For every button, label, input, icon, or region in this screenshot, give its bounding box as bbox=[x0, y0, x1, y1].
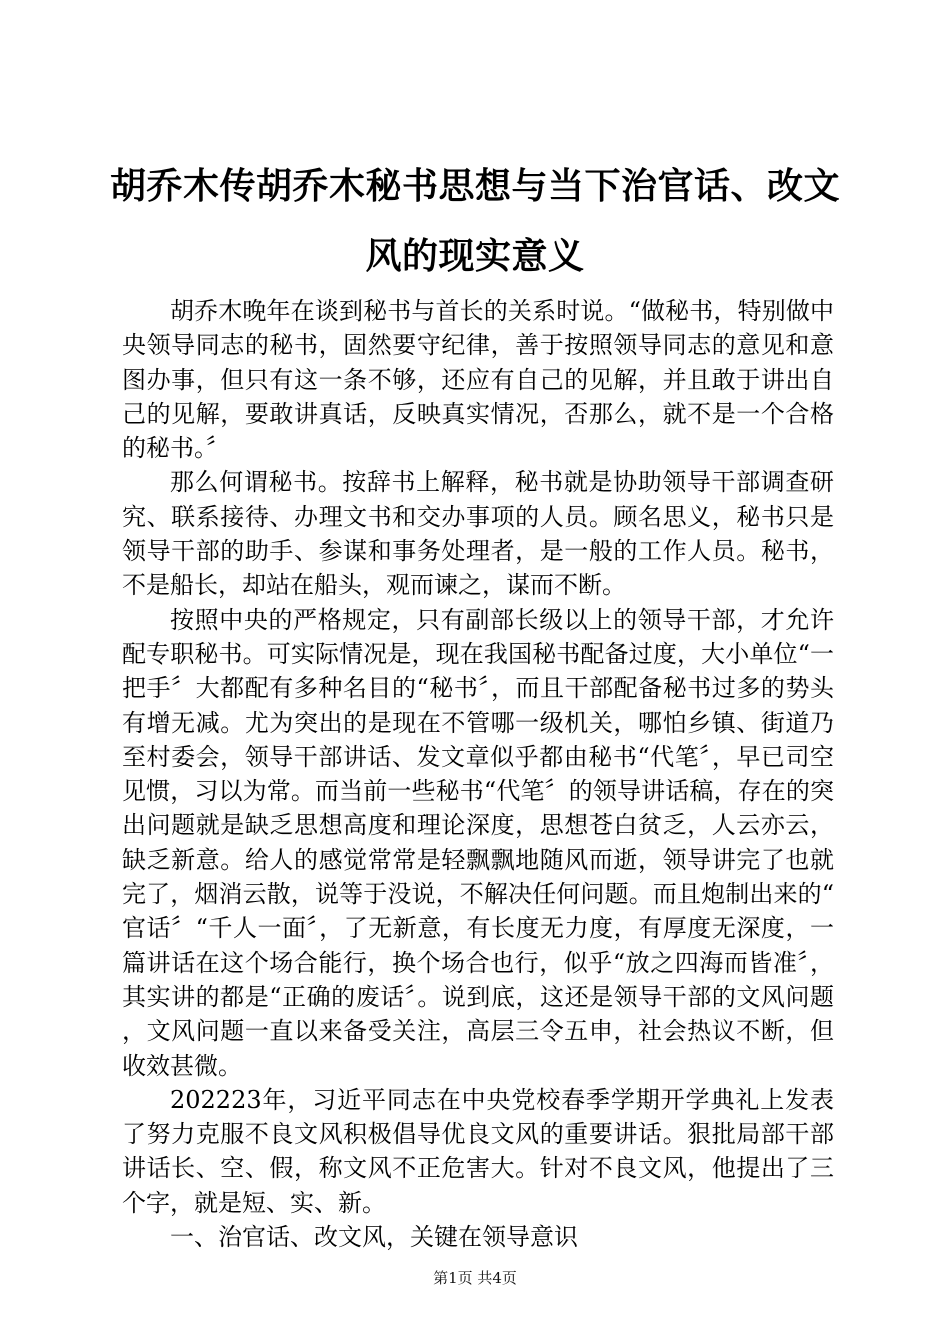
section-heading: 一、治官话、改文风，关键在领导意识 bbox=[170, 1223, 578, 1252]
page-footer: 第1页 共4页 bbox=[433, 1269, 517, 1287]
paragraph-1: 胡乔木晚年在谈到秘书与首长的关系时说。“做秘书，特别做中央领导同志的秘书，固然要守纪律，善于按照领导同志的意见和意图办事，但只有这一条不够，还应有自己的见解，并且敢于讲出自己的见解，要敢讲真话，反映真实情况，否那么，就不是一个合格的秘书。〞 bbox=[122, 297, 834, 463]
paragraph-4: 202223年，习近平同志在中央党校春季学期开学典礼上发表了努力克服不良文风积极倡导优良文风的重要讲话。狠批局部干部讲话长、空、假，称文风不正危害大。针对不良文风，他提出了三个字，就是短、实、新。 bbox=[122, 1085, 834, 1217]
document-body bbox=[122, 294, 834, 1254]
document-title: 胡乔木传胡乔木秘书思想与当下治官话、改文风的现实意义 bbox=[110, 166, 841, 277]
paragraph-2: 那么何谓秘书。按辞书上解释，秘书就是协助领导干部调查研究、联系接待、办理文书和交办事项的人员。顾名思义，秘书只是领导干部的助手、参谋和事务处理者，是一般的工作人员。秘书，不是船长，却站在船头，观而谏之，谋而不断。 bbox=[122, 468, 834, 600]
paragraph-3: 按照中央的严格规定，只有副部长级以上的领导干部，才允许配专职秘书。可实际情况是，现在我国秘书配备过度，大小单位“一把手〞大都配有多种名目的“秘书〞，而且干部配备秘书过多的势头有增无减。尤为突出的是现在不管哪一级机关，哪怕乡镇、街道乃至村委会，领导干部讲话、发文章似乎都由秘书“代笔〞，早已司空见惯，习以为常。而当前一些秘书“代笔〞的领导讲话稿，存在的突出问题就是缺乏思想高度和理论深度，思想苍白贫乏，人云亦云，缺乏新意。给人的感觉常常是轻飘飘地随风而逝，领导讲完了也就完了，烟消云散，说等于没说，不解决任何问题。而且炮制出来的“官话〞“千人一面〞，了无新意，有长度无力度，有厚度无深度，一篇讲话在这个场合能行，换个场合也行，似乎“放之四海而皆准〞，其实讲的都是“正确的废话〞。说到底，这还是领导干部的文风问题，文风问题一直以来备受关注，高层三令五申，社会热议不断，但收效甚微。 bbox=[122, 605, 834, 1080]
